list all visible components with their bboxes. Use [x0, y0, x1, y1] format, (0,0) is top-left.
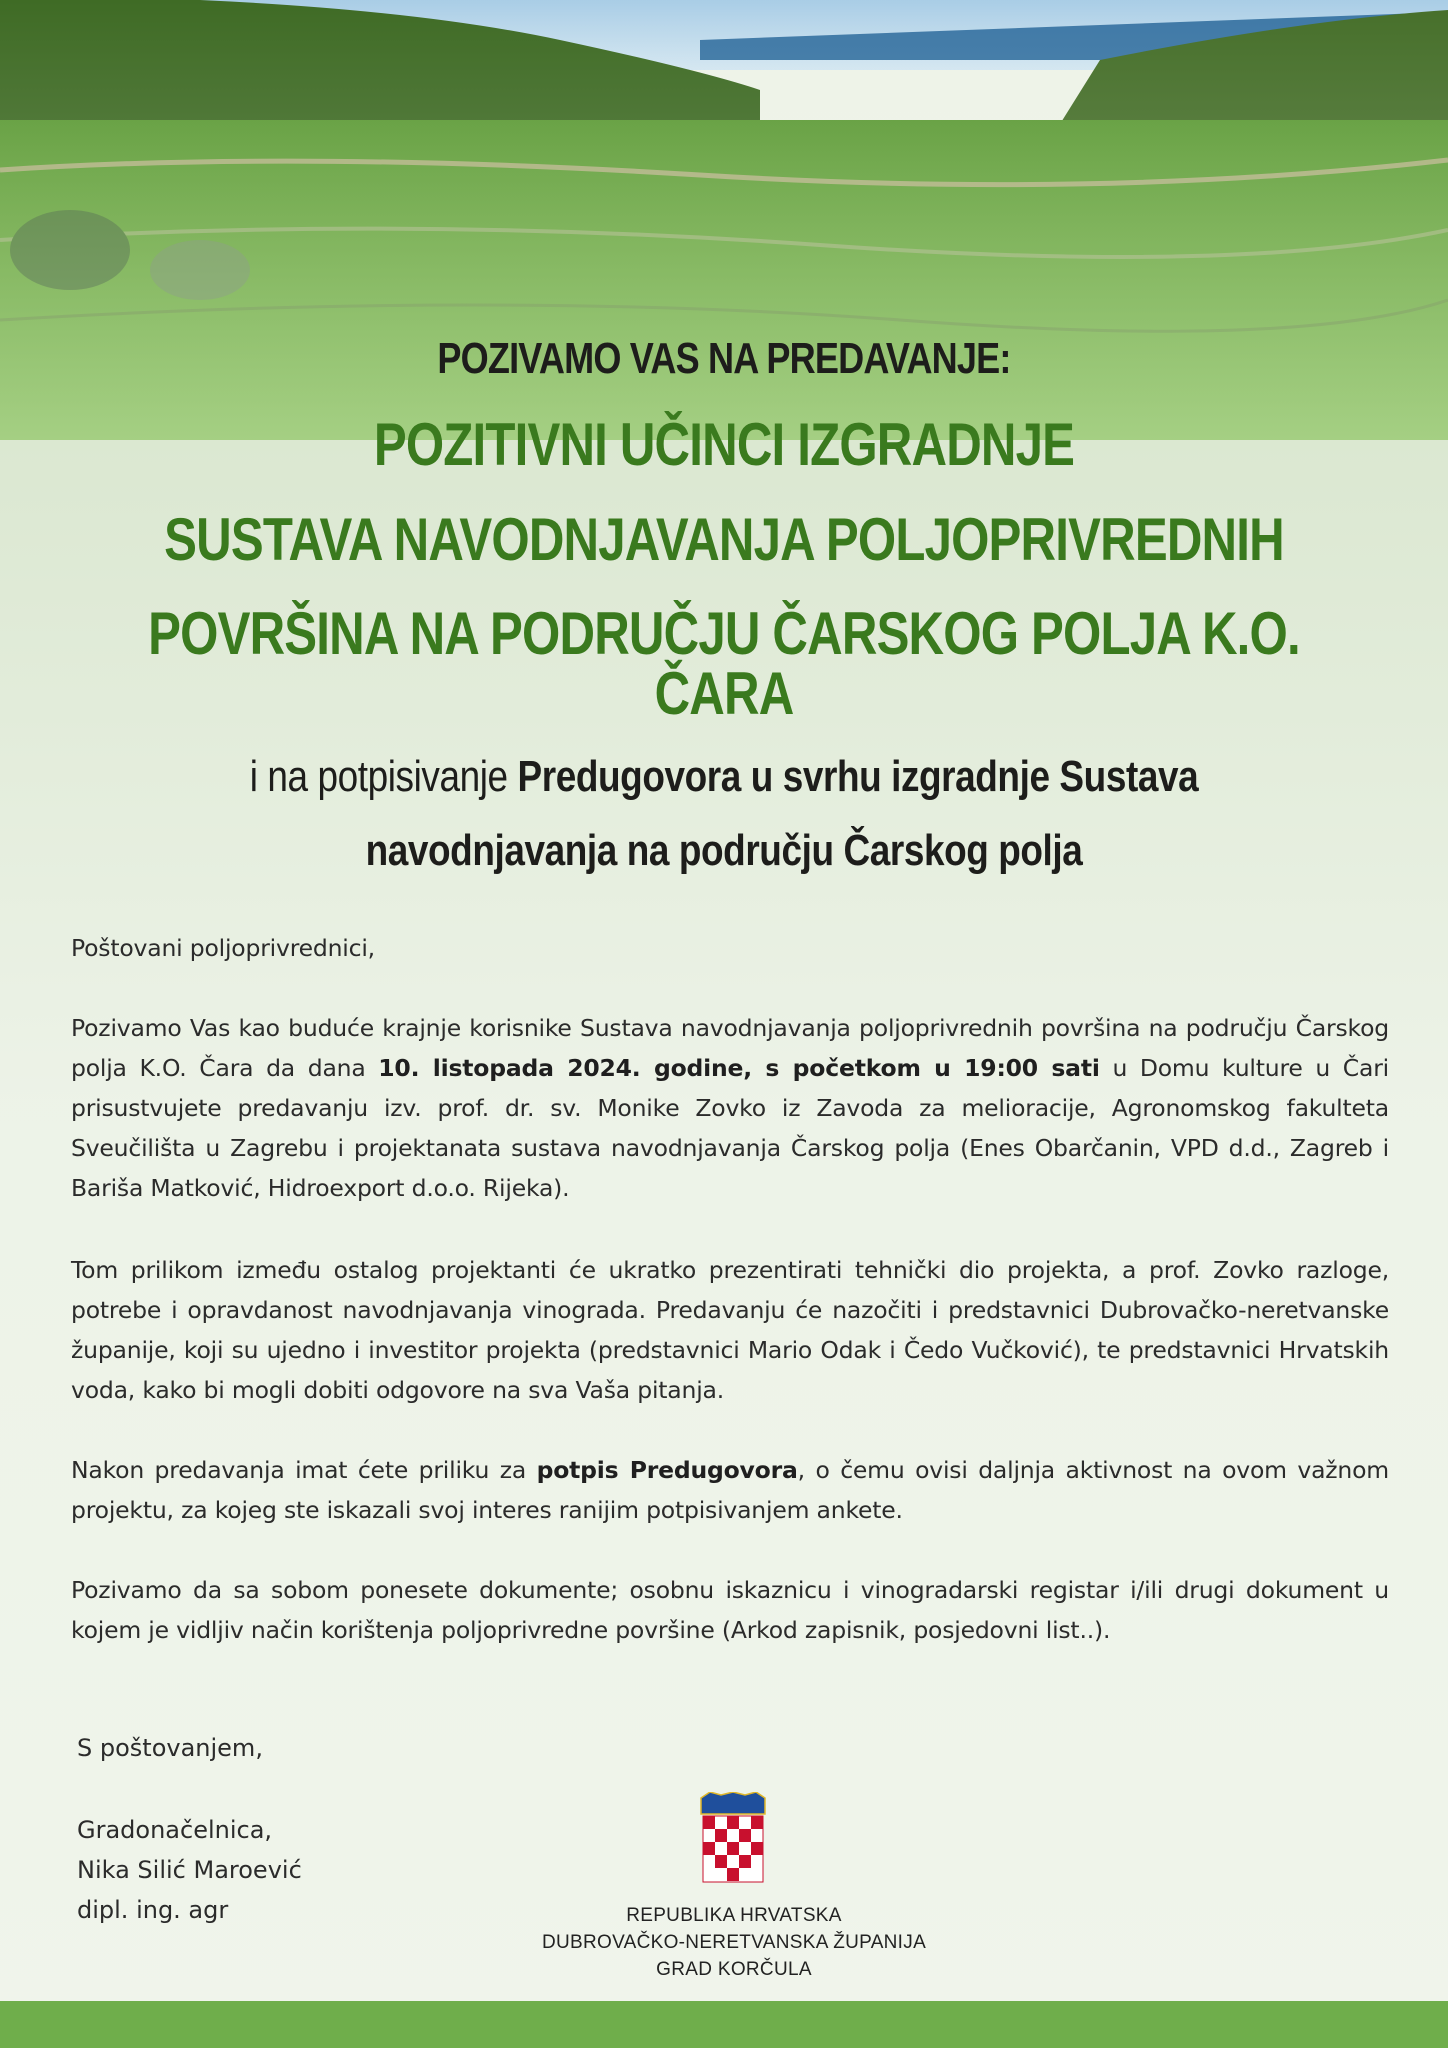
- p1-text-a: Pozivamo Vas kao buduće krajnje korisnike Sustava navodnjavanja poljoprivrednih površina na području Čarskog polja K.O. Čara da dana: [71, 1014, 1389, 1082]
- paragraph-invitation-details: [71, 1008, 1389, 1208]
- paragraph-pre-contract: [71, 1450, 1389, 1530]
- institution-country: REPUBLIKA HRVATSKA: [626, 1905, 842, 1926]
- signature-role: Gradonačelnica,: [77, 1816, 273, 1844]
- signature-regards: S poštovanjem,: [77, 1734, 263, 1762]
- paragraph-presentation: Tom prilikom između ostalog projektanti će ukratko prezentirati tehnički dio projekta, a prof. Zovko razloge, potrebe i opravdanost navodnjavanja vinograda. Predavanju će nazočiti i predstavnici Dubrovačko-neretvanske županije, koji su ujedno i investitor projekta (predstavnici Mario Odak i Čedo Vučković), te predstavnici Hrvatskih voda, kako bi mogli dobiti odgovore na sva Vaša pitanja.: [71, 1256, 1389, 1404]
- lecture-title-line-1: POZITIVNI UČINCI IZGRADNJE: [373, 411, 1075, 478]
- p3-text-b: , o čemu ovisi daljnja aktivnost na ovom važnom projektu, za kojeg ste iskazali svoj interes ranijim potpisivanjem ankete.: [71, 1456, 1389, 1524]
- paragraph-documents: Pozivamo da sa sobom ponesete dokumente; osobnu iskaznicu i vinogradarski registar i/ili drugi dokument u kojem je vidljiv način korištenja poljoprivredne površine (Arkod zapisnik, posjedovni list..).: [71, 1576, 1389, 1644]
- signature-name: Nika Silić Maroević: [77, 1856, 302, 1884]
- subtitle-prefix: i na potpisivanje: [249, 752, 518, 801]
- institution-city: GRAD KORČULA: [656, 1959, 812, 1980]
- pre-contract-bold: potpis Predugovora: [536, 1456, 798, 1484]
- croatian-coat-of-arms-icon: [698, 1792, 768, 1886]
- p1-text-b: u Domu kulture u Čari prisustvujete predavanju izv. prof. dr. sv. Monike Zovko iz Zavoda za melioracije, Agronomskog fakulteta Sveučilišta u Zagrebu i projektanata sustava navodnjavanja Čarskog polja (Enes Obarčanin, VPD d.d., Zagreb i Bariša Matković, Hidroexport d.o.o. Rijeka).: [71, 1054, 1389, 1202]
- lecture-title-line-2: SUSTAVA NAVODNJAVANJA POLJOPRIVREDNIH: [164, 506, 1284, 573]
- signature-block: [77, 1810, 302, 1930]
- signature-degree: dipl. ing. agr: [77, 1896, 229, 1924]
- invitation-heading: POZIVAMO VAS NA PREDAVANJE:: [437, 334, 1011, 383]
- footer-green-bar: [0, 2001, 1448, 2048]
- institution-county: DUBROVAČKO-NERETVANSKA ŽUPANIJA: [541, 1932, 927, 1953]
- p3-text-a: Nakon predavanja imat ćete priliku za: [71, 1456, 537, 1484]
- event-date-time: 10. listopada 2024. godine, s početkom u 19:00 sati: [378, 1054, 1100, 1082]
- greeting: Poštovani poljoprivrednici,: [71, 934, 375, 962]
- subtitle-line-2: navodnjavanja na području Čarskog polja: [365, 826, 1083, 875]
- lecture-title-line-3: POVRŠINA NA PODRUČJU ČARSKOG POLJA K.O. ČARA: [148, 600, 1300, 727]
- subtitle-bold: Predugovora u svrhu izgradnje Sustava: [517, 752, 1199, 801]
- subtitle-line-1: [116, 752, 1332, 802]
